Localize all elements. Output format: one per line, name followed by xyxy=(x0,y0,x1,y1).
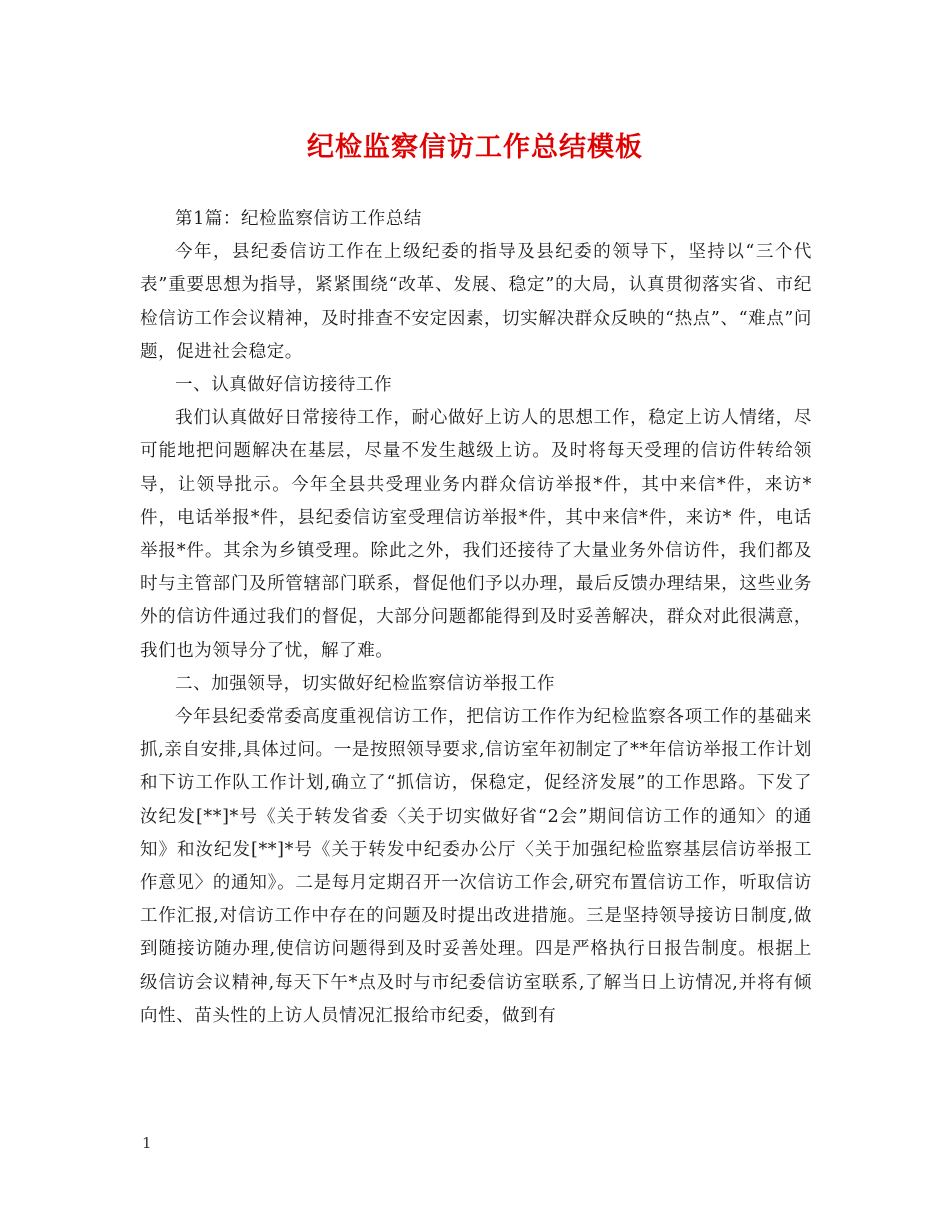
body-paragraph-1: 我们认真做好日常接待工作，耐心做好上访人的思想工作，稳定上访人情绪，尽可能地把问题解决在基层，尽量不发生越级上访。及时将每天受理的信访件转给领导，让领导批示。今年全县共受理业务内群众信访举报*件，其中来信*件，来访*件，电话举报*件，县纪委信访室受理信访举报*件，其中来信*件，来访* 件，电话举报*件。其余为乡镇受理。除此之外，我们还接待了大量业务外信访件，我们都及时与主管部门及所管辖部门联系，督促他们予以办理，最后反馈办理结果，这些业务外的信访件通过我们的督促，大部分问题都能得到及时妥善解决，群众对此很满意，我们也为领导分了忧，解了难。 xyxy=(140,408,812,661)
page-number: 1 xyxy=(142,1134,152,1152)
section-heading-2: 二、加强领导，切实做好纪检监察信访举报工作 xyxy=(175,673,556,694)
body-paragraph-2: 今年县纪委常委高度重视信访工作，把信访工作作为纪检监察各项工作的基础来抓,亲自安排,具体过问。一是按照领导要求,信访室年初制定了**年信访举报工作计划和下访工作队工作计划,确立了“抓信访，保稳定，促经济发展”的工作思路。下发了汝纪发[**]*号《关于转发省委〈关于切实做好省“2会”期间信访工作的通知〉的通知》和汝纪发[**]*号《关于转发中纪委办公厅〈关于加强纪检监察基层信访举报工作意见〉的通知》。二是每月定期召开一次信访工作会,研究布置信访工作，听取信访工作汇报,对信访工作中存在的问题及时提出改进措施。三是坚持领导接访日制度,做到随接访随办理,使信访问题得到及时妥善处理。四是严格执行日报告制度。根据上级信访会议精神,每天下午*点及时与市纪委信访室联系,了解当日上访情况,并将有倾向性、苗头性的上访人员情况汇报给市纪委，做到有 xyxy=(140,707,812,1026)
document-title: 纪检监察信访工作总结模板 xyxy=(307,132,643,163)
section-heading-part1: 第1篇：纪检监察信访工作总结 xyxy=(175,209,423,229)
document-body xyxy=(140,203,812,1033)
section-heading-1: 一、认真做好信访接待工作 xyxy=(175,375,393,396)
intro-paragraph: 今年，县纪委信访工作在上级纪委的指导及县纪委的领导下，坚持以“三个代表”重要思想为指导，紧紧围绕“改革、发展、稳定”的大局，认真贯彻落实省、市纪检信访工作会议精神，及时排查不安定因素，切实解决群众反映的“热点”、“难点”问题，促进社会稳定。 xyxy=(140,242,812,362)
